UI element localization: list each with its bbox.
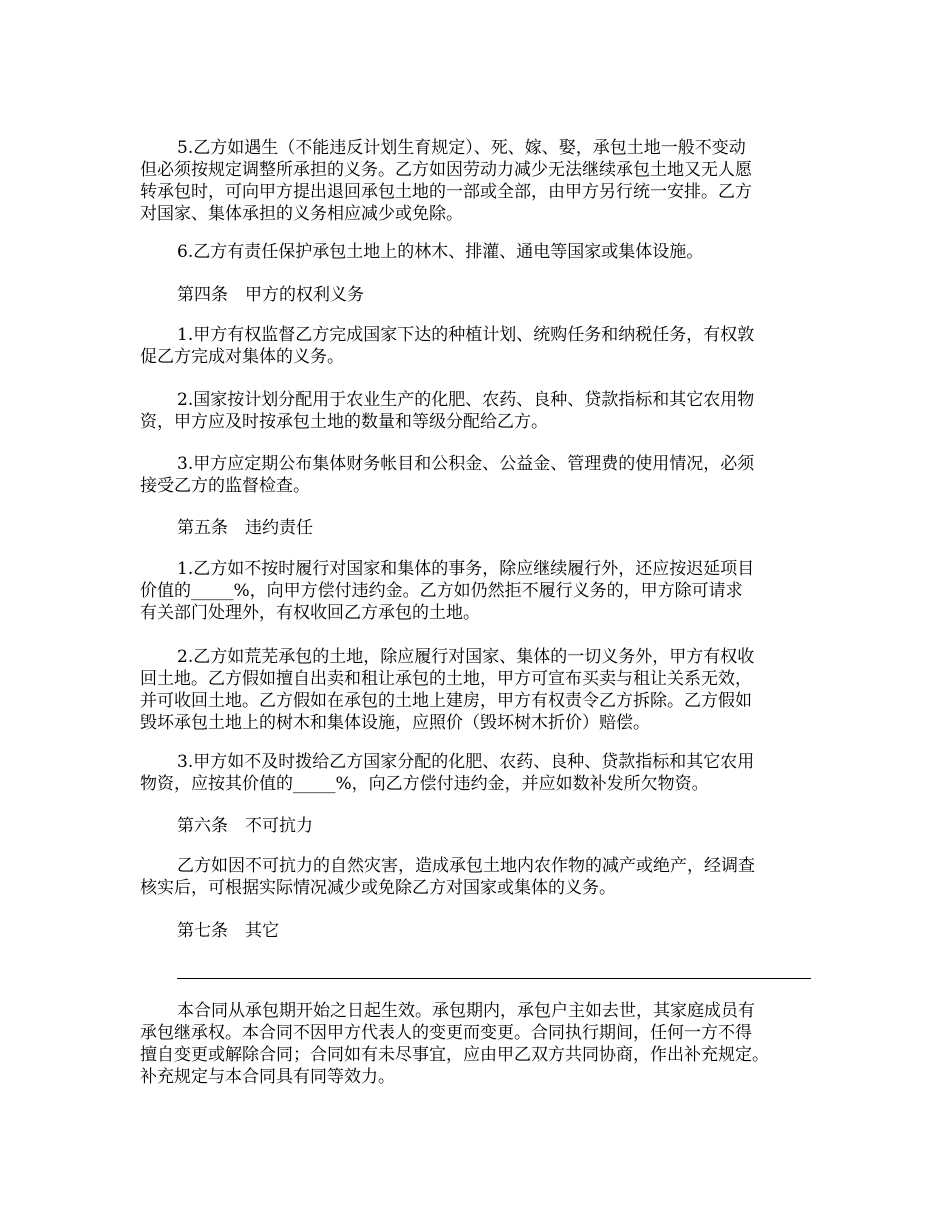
horizontal-rule [177, 978, 811, 979]
paragraph-4-3: 3.甲方应定期公布集体财务帐目和公积金、公益金、管理费的使用情况，必须 接受乙方的监督检查。 [140, 454, 755, 496]
paragraph-6-1: 乙方如因不可抗力的自然灾害，造成承包土地内农作物的减产或绝产，经调查 核实后，可根据实际情况减少或免除乙方对国家或集体的义务。 [140, 856, 755, 898]
article-5-heading: 第五条 违约责任 [177, 518, 313, 538]
paragraph-5-3: 3.甲方如不及时拨给乙方国家分配的化肥、农药、良种、贷款指标和其它农用 物资，应按其价值的_____%，向乙方偿付违约金，并应如数补发所欠物资。 [140, 752, 755, 794]
paragraph-5-2: 2.乙方如荒芜承包的土地，除应履行对国家、集体的一切义务外，甲方有权收 回土地。乙方假如擅自出卖和租让承包的土地，甲方可宣布买卖与租让关系无效， 并可收回土地。乙方假如在承包的土地上建房，甲方有权责令乙方拆除。乙方假如 毁坏承包土地上的树木和集体设施，应照价（毁坏树木折价）赔偿。 [140, 647, 755, 733]
paragraph-5-1: 1.乙方如不按时履行对国家和集体的事务，除应继续履行外，还应按迟延项目 价值的_____%，向甲方偿付违约金。乙方如仍然拒不履行义务的，甲方除可请求 有关部门处理外，有权收回乙方承包的土地。 [140, 559, 755, 623]
paragraph-7-1: 本合同从承包期开始之日起生效。承包期内，承包户主如去世，其家庭成员有 承包继承权。本合同不因甲方代表人的变更而变更。合同执行期间，任何一方不得 擅自变更或解除合同；合同如有未尽事宜，应由甲乙双方共同协商，作出补充规定。 补充规定与本合同具有同等效力。 [140, 1001, 769, 1087]
paragraph-4-2: 2.国家按计划分配用于农业生产的化肥、农药、良种、贷款指标和其它农用物 资，甲方应及时按承包土地的数量和等级分配给乙方。 [140, 390, 755, 432]
paragraph-6: 6.乙方有责任保护承包土地上的林木、排灌、通电等国家或集体设施。 [177, 242, 704, 262]
article-7-heading: 第七条 其它 [177, 921, 279, 941]
paragraph-4-1: 1.甲方有权监督乙方完成国家下达的种植计划、统购任务和纳税任务，有权敦 促乙方完成对集体的义务。 [140, 325, 755, 367]
article-4-heading: 第四条 甲方的权利义务 [177, 285, 364, 305]
article-6-heading: 第六条 不可抗力 [177, 816, 313, 836]
paragraph-5: 5.乙方如遇生（不能违反计划生育规定）、死、嫁、娶，承包土地一般不变动 但必须按规定调整所承担的义务。乙方如因劳动力减少无法继续承包土地又无人愿 转承包时，可向甲方提出退回承包土地的一部或全部，由甲方另行统一安排。乙方 对国家、集体承担的义务相应减少或免除。 [140, 138, 752, 224]
